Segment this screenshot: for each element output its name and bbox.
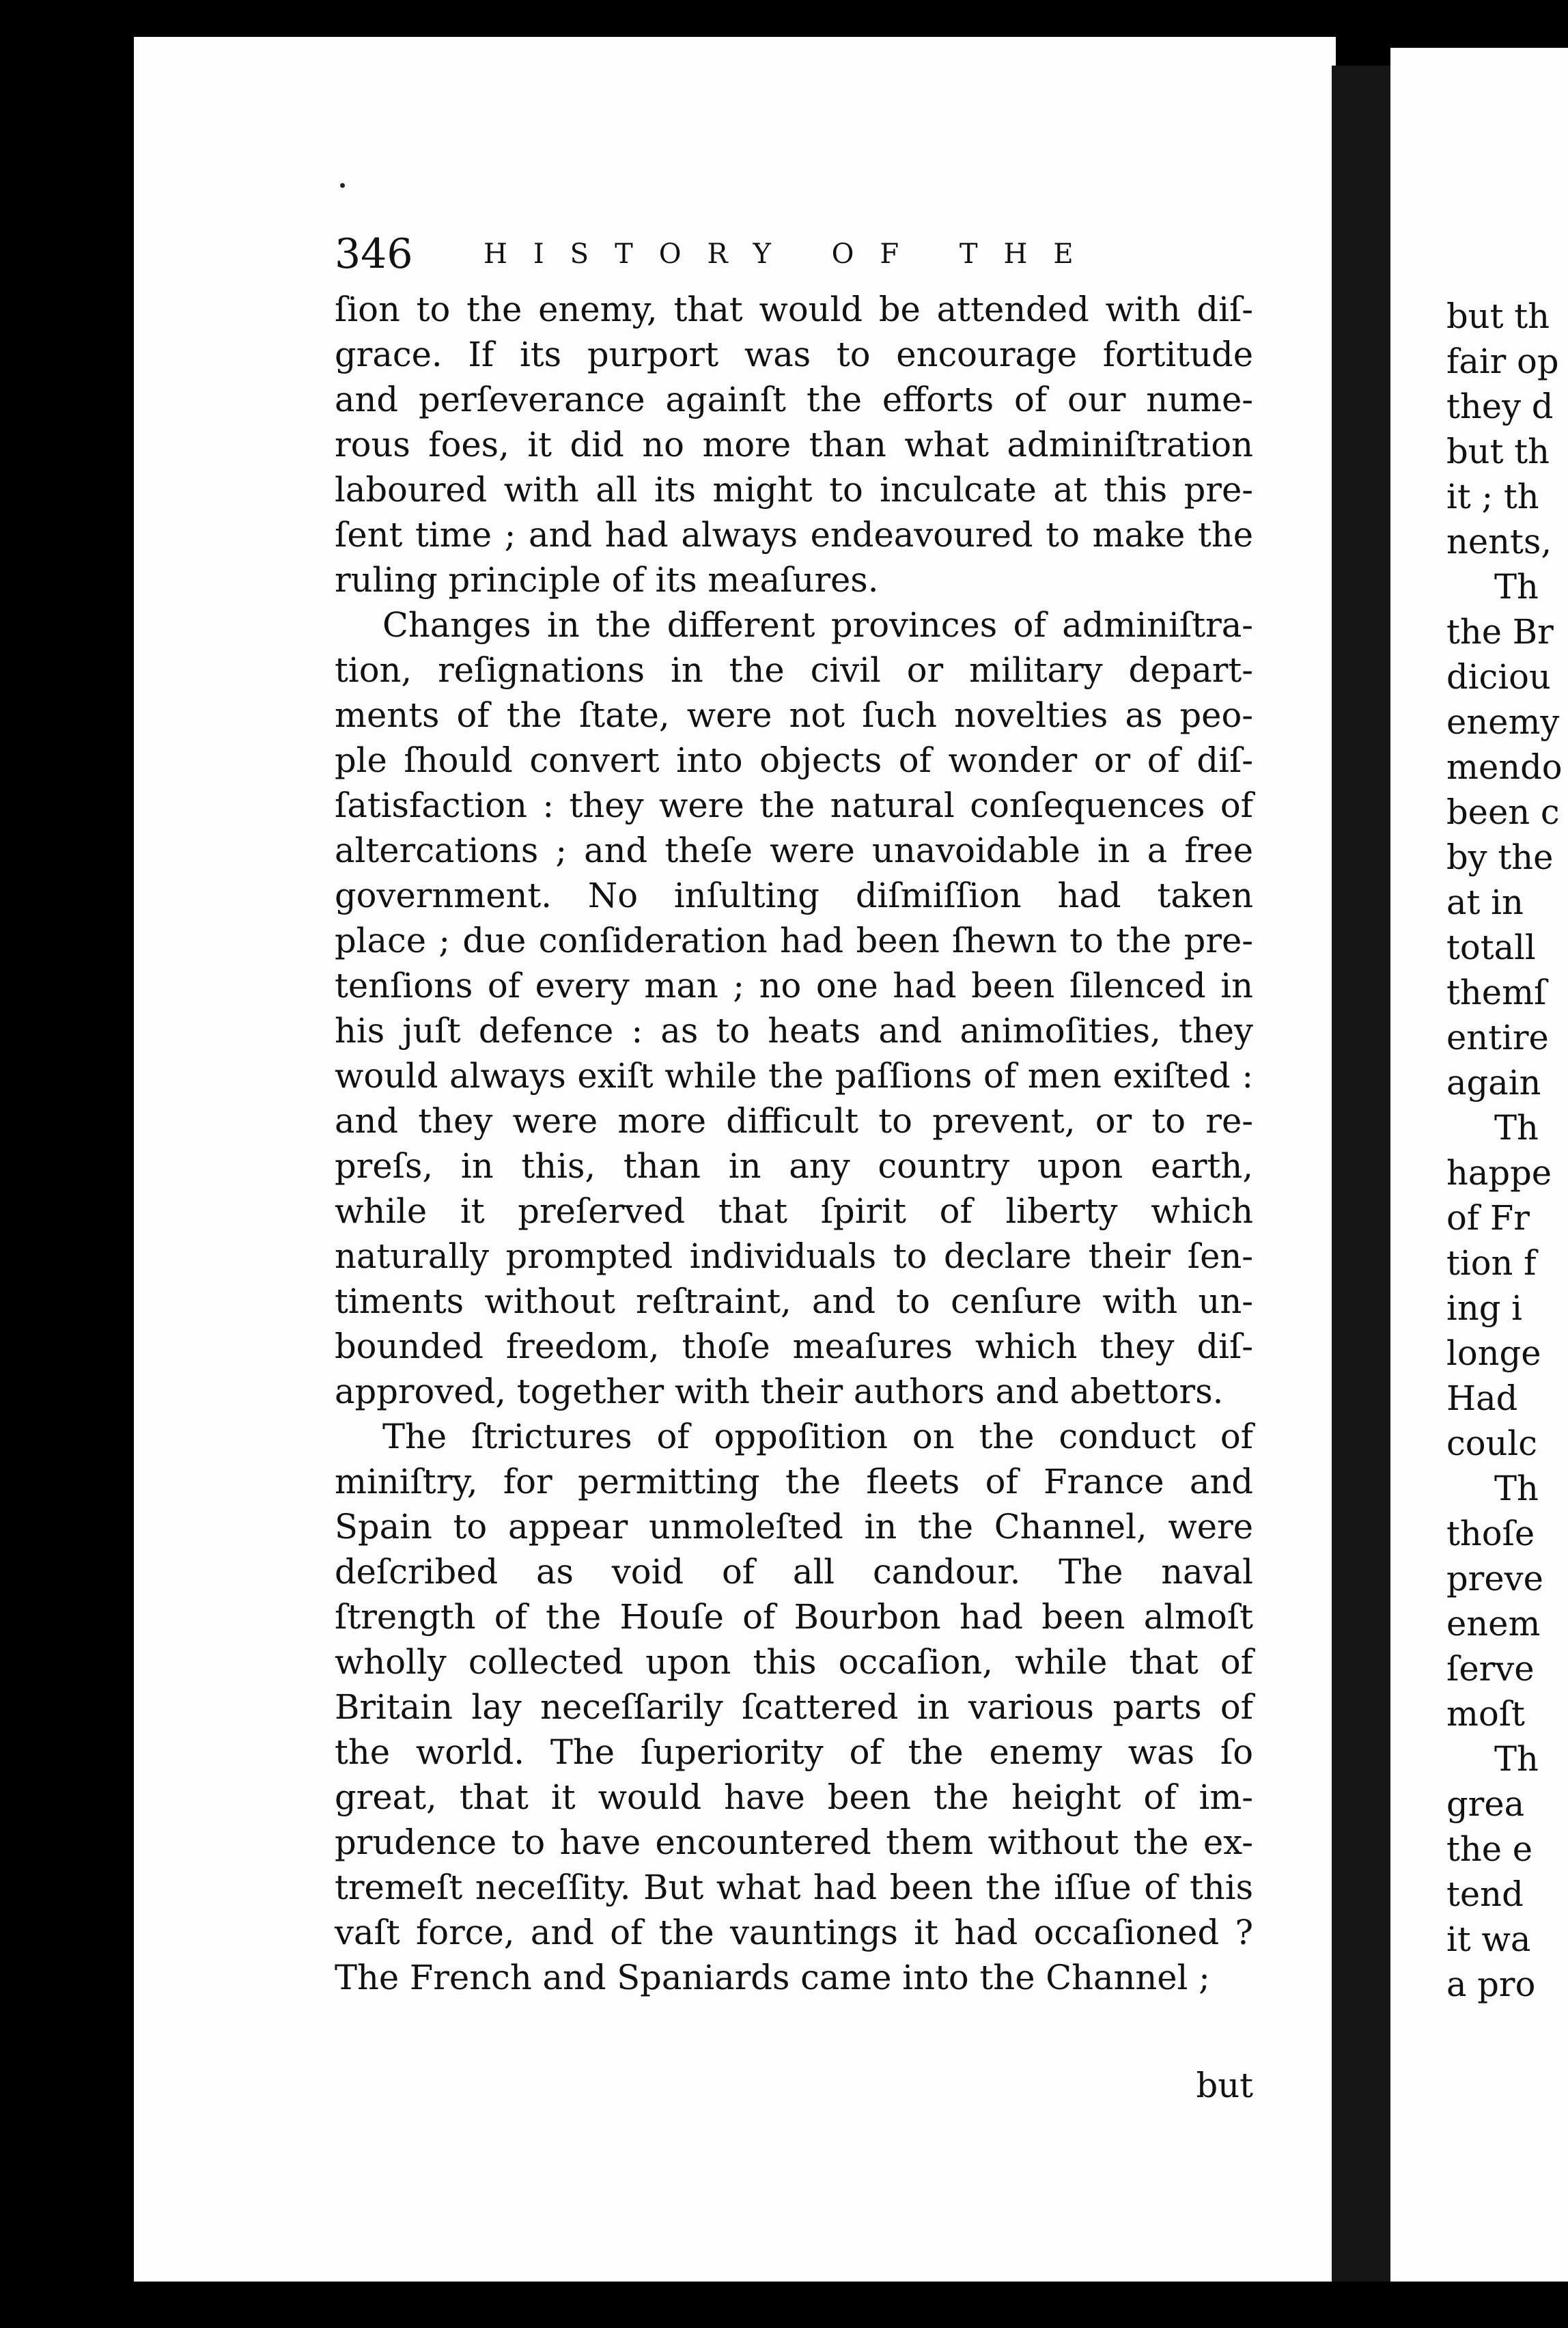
text-line-fragment: preve [1446, 1559, 1543, 1598]
left-page-body [335, 287, 1253, 2000]
text-line: altercations ; and theſe were unavoidable in a free [335, 831, 1253, 870]
text-line-fragment: fair op [1446, 342, 1559, 381]
ink-speck [340, 183, 345, 188]
text-line: would always exiſt while the paſſions of men exiſted : [335, 1056, 1253, 1096]
text-line: timents without reſtraint, and to cenſure with un- [335, 1281, 1253, 1321]
text-line-fragment: it wa [1446, 1920, 1531, 1959]
text-line: vaſt force, and of the vauntings it had occaſioned ? [335, 1913, 1253, 1952]
text-line: ruling principle of its meaſures. [335, 560, 879, 600]
text-line-fragment: moſt [1446, 1694, 1525, 1734]
text-line: grace. If its purport was to encourage fortitude [335, 335, 1253, 374]
text-line-fragment: tion f [1446, 1243, 1537, 1283]
text-line-fragment: it ; th [1446, 477, 1539, 516]
text-line-fragment: Th [1494, 567, 1539, 607]
text-line-fragment: but th [1446, 296, 1550, 336]
text-line-fragment: mendo [1446, 747, 1563, 787]
book-gutter [1332, 66, 1390, 2320]
text-line: and they were more difficult to prevent, or to re- [335, 1101, 1253, 1141]
text-line: deſcribed as void of all candour. The naval [335, 1552, 1253, 1592]
text-line-fragment: been c [1446, 792, 1560, 832]
right-page-body [1446, 294, 1568, 2007]
text-line-fragment: the Br [1446, 612, 1554, 652]
running-title: HISTORY OF THE [484, 238, 1100, 270]
text-line: preſs, in this, than in any country upon earth, [335, 1146, 1253, 1186]
text-line: Changes in the different provinces of adminiſtra- [382, 605, 1253, 645]
text-line: rous foes, it did no more than what adminiſtration [335, 425, 1253, 465]
text-line: miniſtry, for permitting the fleets of France and [335, 1462, 1253, 1501]
text-line: ple ſhould convert into objects of wonder or of diſ- [335, 740, 1253, 780]
text-line: place ; due conſideration had been ſhewn to the pre- [335, 921, 1253, 960]
text-line: laboured with all its might to inculcate at this pre- [335, 470, 1253, 510]
text-line-fragment: diciou [1446, 657, 1551, 697]
text-line-fragment: but th [1446, 432, 1550, 471]
text-line-fragment: tend [1446, 1874, 1524, 1914]
text-line: naturally prompted individuals to declare their ſen- [335, 1236, 1253, 1276]
text-line-fragment: coulc [1446, 1424, 1537, 1463]
text-line-fragment: thoſe [1446, 1514, 1535, 1553]
text-line: tion, reſignations in the civil or military depart- [335, 650, 1253, 690]
catchword: but [1196, 2066, 1253, 2105]
text-line: government. No inſulting diſmiſſion had taken [335, 876, 1253, 915]
text-line-fragment: happe [1446, 1153, 1552, 1193]
text-line: wholly collected upon this occaſion, while that of [335, 1642, 1253, 1682]
text-line: ments of the ſtate, were not ſuch novelties as peo- [335, 695, 1253, 735]
text-line-fragment: Th [1494, 1739, 1539, 1779]
text-line: The French and Spaniards came into the Channel ; [335, 1958, 1210, 1997]
text-line: prudence to have encountered them without the ex- [335, 1823, 1253, 1862]
text-line: his juſt defence : as to heats and animoſities, they [335, 1011, 1253, 1051]
text-line: ſatisfaction : they were the natural conſequences of [335, 786, 1253, 825]
text-line-fragment: longe [1446, 1333, 1541, 1373]
text-line-fragment: at in [1446, 883, 1524, 922]
text-line: great, that it would have been the height of im- [335, 1777, 1253, 1817]
text-line-fragment: the e [1446, 1829, 1533, 1869]
text-line: while it preſerved that ſpirit of liberty which [335, 1191, 1253, 1231]
page-number: 346 [335, 230, 413, 278]
text-line-fragment: themſ [1446, 973, 1547, 1012]
text-line-fragment: Th [1494, 1469, 1539, 1508]
text-line: ſtrength of the Houſe of Bourbon had been almoſt [335, 1597, 1253, 1637]
text-line-fragment: ſerve [1446, 1649, 1535, 1689]
text-line-fragment: again [1446, 1063, 1541, 1103]
text-line: ſion to the enemy, that would be attended with diſ- [335, 290, 1253, 329]
text-line: ſent time ; and had always endeavoured to make the [335, 515, 1253, 555]
text-line: approved, together with their authors and abettors. [335, 1372, 1224, 1411]
text-line-fragment: of Fr [1446, 1198, 1530, 1238]
text-line-fragment: Th [1494, 1108, 1539, 1148]
text-line-fragment: totall [1446, 928, 1536, 967]
text-line: tremeſt neceſſity. But what had been the iſſue of this [335, 1868, 1253, 1907]
text-line-fragment: they d [1446, 387, 1554, 426]
text-line: The ſtrictures of oppoſition on the conduct of [382, 1417, 1253, 1456]
text-line: and perſeverance againſt the efforts of our nume- [335, 380, 1253, 419]
text-line-fragment: Had [1446, 1378, 1518, 1418]
text-line-fragment: enemy [1446, 702, 1560, 742]
text-line: bounded freedom, thoſe meaſures which they diſ- [335, 1327, 1253, 1366]
text-line-fragment: grea [1446, 1784, 1525, 1824]
bottom-shadow [134, 2282, 1568, 2328]
text-line-fragment: nents, [1446, 522, 1552, 562]
text-line-fragment: enem [1446, 1604, 1541, 1644]
text-line: Britain lay neceſſarily ſcattered in various parts of [335, 1687, 1253, 1727]
text-line-fragment: ing i [1446, 1288, 1522, 1328]
text-line: the world. The ſuperiority of the enemy was ſo [335, 1732, 1253, 1772]
running-head [335, 227, 1253, 281]
text-line-fragment: entire [1446, 1018, 1549, 1057]
text-line-fragment: a pro [1446, 1965, 1536, 2004]
text-line-fragment: by the [1446, 837, 1554, 877]
text-line: tenſions of every man ; no one had been ſilenced in [335, 966, 1253, 1006]
text-line: Spain to appear unmoleſted in the Channel, were [335, 1507, 1253, 1547]
